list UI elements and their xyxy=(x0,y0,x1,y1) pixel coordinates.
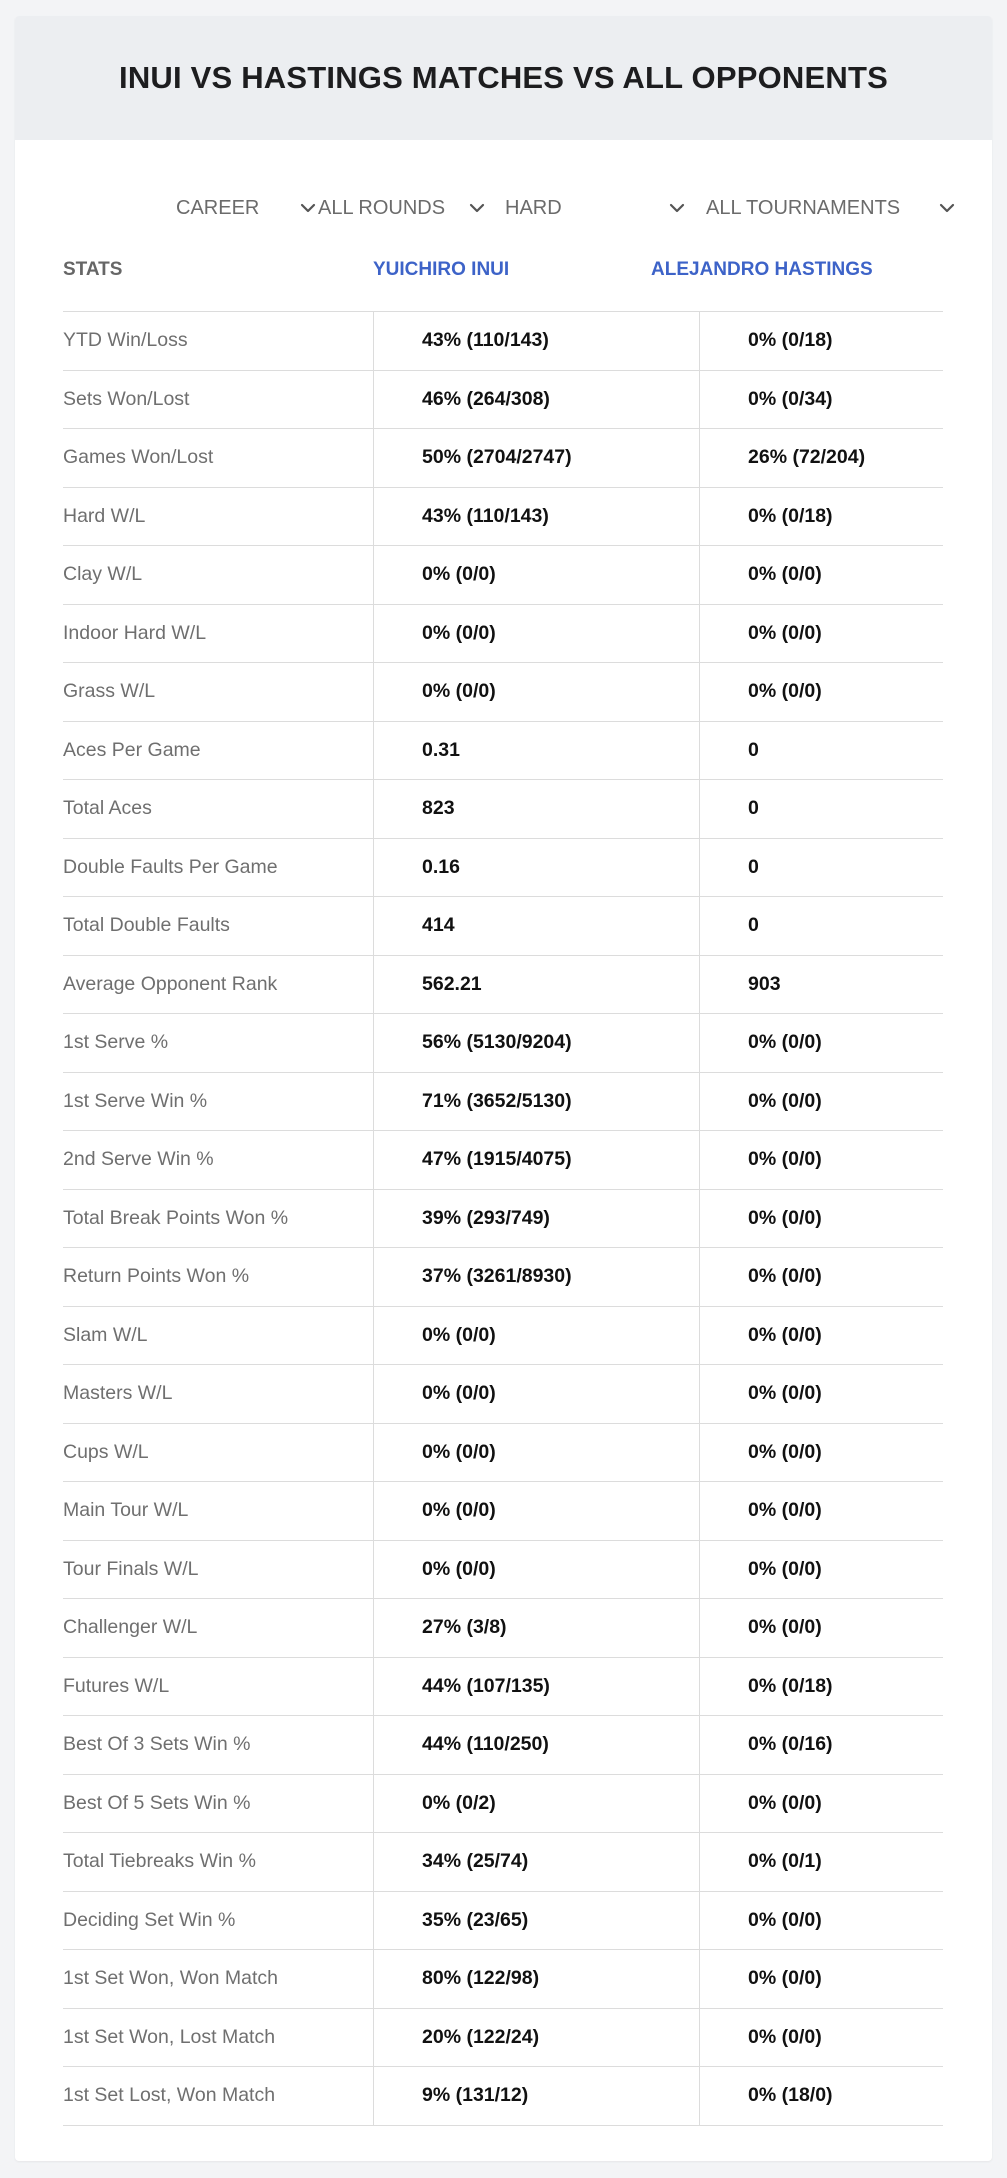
column-header-stats: STATS xyxy=(63,259,123,280)
player2-value: 0% (0/18) xyxy=(700,312,944,371)
player2-value: 0 xyxy=(700,838,944,897)
player2-value: 0 xyxy=(700,897,944,956)
table-row xyxy=(63,2008,943,2067)
player2-value: 0% (0/0) xyxy=(700,1189,944,1248)
stats-table-header xyxy=(63,250,943,290)
player1-value: 0.31 xyxy=(374,721,700,780)
player1-value: 0.16 xyxy=(374,838,700,897)
filter-surface-select[interactable] xyxy=(505,188,685,228)
player1-value: 47% (1915/4075) xyxy=(374,1131,700,1190)
player2-value: 0% (0/0) xyxy=(700,663,944,722)
player1-link[interactable]: YUICHIRO INUI xyxy=(373,259,510,280)
chevron-down-icon xyxy=(469,188,485,228)
player2-link[interactable]: ALEJANDRO HASTINGS xyxy=(651,259,873,280)
player2-value: 0% (0/18) xyxy=(700,1657,944,1716)
player1-value: 0% (0/0) xyxy=(374,1306,700,1365)
chevron-down-icon xyxy=(939,188,955,228)
player1-value: 44% (110/250) xyxy=(374,1716,700,1775)
player2-value: 26% (72/204) xyxy=(700,429,944,488)
stat-label: YTD Win/Loss xyxy=(63,312,374,371)
stat-label: Total Double Faults xyxy=(63,897,374,956)
player2-value: 0% (0/0) xyxy=(700,1599,944,1658)
stat-label: 1st Set Won, Lost Match xyxy=(63,2008,374,2067)
stat-label: Best Of 3 Sets Win % xyxy=(63,1716,374,1775)
player1-value: 20% (122/24) xyxy=(374,2008,700,2067)
stat-label: Clay W/L xyxy=(63,546,374,605)
table-row xyxy=(63,1248,943,1307)
table-row xyxy=(63,721,943,780)
table-row xyxy=(63,429,943,488)
filter-label: HARD xyxy=(505,196,562,219)
table-row xyxy=(63,1189,943,1248)
player1-value: 37% (3261/8930) xyxy=(374,1248,700,1307)
stat-label: 1st Serve Win % xyxy=(63,1072,374,1131)
player2-value: 0% (0/0) xyxy=(700,1365,944,1424)
player2-value: 0% (0/0) xyxy=(700,546,944,605)
table-row xyxy=(63,487,943,546)
stat-label: Deciding Set Win % xyxy=(63,1891,374,1950)
player2-value: 0% (0/0) xyxy=(700,1306,944,1365)
player1-value: 0% (0/0) xyxy=(374,1540,700,1599)
table-row xyxy=(63,1540,943,1599)
stat-label: 1st Set Lost, Won Match xyxy=(63,2067,374,2126)
player1-value: 0% (0/0) xyxy=(374,663,700,722)
stats-card xyxy=(15,16,992,2161)
table-row xyxy=(63,1599,943,1658)
player2-value: 0% (18/0) xyxy=(700,2067,944,2126)
player1-value: 414 xyxy=(374,897,700,956)
player2-value: 0% (0/0) xyxy=(700,1482,944,1541)
player2-value: 0% (0/0) xyxy=(700,1950,944,2009)
player1-value: 9% (131/12) xyxy=(374,2067,700,2126)
stat-label: Total Break Points Won % xyxy=(63,1189,374,1248)
player2-value: 0% (0/0) xyxy=(700,1131,944,1190)
player1-value: 71% (3652/5130) xyxy=(374,1072,700,1131)
player1-value: 823 xyxy=(374,780,700,839)
table-row xyxy=(63,780,943,839)
player2-value: 0% (0/18) xyxy=(700,487,944,546)
table-row xyxy=(63,1657,943,1716)
stat-label: Games Won/Lost xyxy=(63,429,374,488)
player1-value: 0% (0/0) xyxy=(374,1365,700,1424)
stat-label: Masters W/L xyxy=(63,1365,374,1424)
table-row xyxy=(63,1833,943,1892)
stat-label: Total Tiebreaks Win % xyxy=(63,1833,374,1892)
player1-value: 39% (293/749) xyxy=(374,1189,700,1248)
table-row xyxy=(63,663,943,722)
player1-value: 27% (3/8) xyxy=(374,1599,700,1658)
player2-value: 0 xyxy=(700,780,944,839)
player2-value: 903 xyxy=(700,955,944,1014)
player2-value: 0% (0/0) xyxy=(700,1891,944,1950)
player1-value: 44% (107/135) xyxy=(374,1657,700,1716)
table-row xyxy=(63,955,943,1014)
table-row xyxy=(63,1950,943,2009)
table-row xyxy=(63,604,943,663)
table-row xyxy=(63,838,943,897)
player1-value: 50% (2704/2747) xyxy=(374,429,700,488)
stat-label: Cups W/L xyxy=(63,1423,374,1482)
player1-value: 35% (23/65) xyxy=(374,1891,700,1950)
stat-label: Aces Per Game xyxy=(63,721,374,780)
table-row xyxy=(63,312,943,371)
table-row xyxy=(63,1482,943,1541)
stat-label: 1st Serve % xyxy=(63,1014,374,1073)
table-row xyxy=(63,1891,943,1950)
stat-label: Double Faults Per Game xyxy=(63,838,374,897)
player2-value: 0% (0/0) xyxy=(700,1540,944,1599)
stat-label: Return Points Won % xyxy=(63,1248,374,1307)
player1-value: 0% (0/2) xyxy=(374,1774,700,1833)
table-row xyxy=(63,1365,943,1424)
player1-value: 0% (0/0) xyxy=(374,546,700,605)
player1-value: 0% (0/0) xyxy=(374,1423,700,1482)
table-row xyxy=(63,897,943,956)
player1-value: 0% (0/0) xyxy=(374,604,700,663)
player1-value: 80% (122/98) xyxy=(374,1950,700,2009)
table-row xyxy=(63,546,943,605)
table-row xyxy=(63,1072,943,1131)
table-row xyxy=(63,370,943,429)
stat-label: Slam W/L xyxy=(63,1306,374,1365)
stat-label: Sets Won/Lost xyxy=(63,370,374,429)
player2-value: 0 xyxy=(700,721,944,780)
player2-value: 0% (0/0) xyxy=(700,1774,944,1833)
filter-label: ALL TOURNAMENTS xyxy=(706,196,901,219)
player2-value: 0% (0/0) xyxy=(700,1248,944,1307)
player2-value: 0% (0/34) xyxy=(700,370,944,429)
chevron-down-icon xyxy=(669,188,685,228)
filter-label: CAREER xyxy=(176,196,260,219)
table-row xyxy=(63,1716,943,1775)
stat-label: Best Of 5 Sets Win % xyxy=(63,1774,374,1833)
filter-tournaments-select[interactable] xyxy=(706,188,955,228)
stat-label: 1st Set Won, Won Match xyxy=(63,1950,374,2009)
player1-value: 0% (0/0) xyxy=(374,1482,700,1541)
stat-label: Main Tour W/L xyxy=(63,1482,374,1541)
filter-label: ALL ROUNDS xyxy=(318,196,446,219)
table-row xyxy=(63,1131,943,1190)
table-row xyxy=(63,1774,943,1833)
page-header xyxy=(15,16,992,140)
table-row xyxy=(63,1423,943,1482)
stat-label: Challenger W/L xyxy=(63,1599,374,1658)
stat-label: Grass W/L xyxy=(63,663,374,722)
player1-value: 56% (5130/9204) xyxy=(374,1014,700,1073)
stat-label: Futures W/L xyxy=(63,1657,374,1716)
table-row xyxy=(63,1014,943,1073)
player1-value: 562.21 xyxy=(374,955,700,1014)
stat-label: Average Opponent Rank xyxy=(63,955,374,1014)
filter-career-select[interactable] xyxy=(176,188,316,228)
stat-label: 2nd Serve Win % xyxy=(63,1131,374,1190)
player2-value: 0% (0/0) xyxy=(700,1423,944,1482)
chevron-down-icon xyxy=(300,188,316,228)
player2-value: 0% (0/16) xyxy=(700,1716,944,1775)
table-row xyxy=(63,2067,943,2126)
stat-label: Hard W/L xyxy=(63,487,374,546)
page-title: INUI VS HASTINGS MATCHES VS ALL OPPONENTS xyxy=(119,60,888,95)
player2-value: 0% (0/0) xyxy=(700,1072,944,1131)
player1-value: 34% (25/74) xyxy=(374,1833,700,1892)
player1-value: 46% (264/308) xyxy=(374,370,700,429)
player1-value: 43% (110/143) xyxy=(374,312,700,371)
player2-value: 0% (0/0) xyxy=(700,2008,944,2067)
player2-value: 0% (0/0) xyxy=(700,1014,944,1073)
filter-rounds-select[interactable] xyxy=(318,188,485,228)
stats-table xyxy=(63,311,943,2126)
player2-value: 0% (0/0) xyxy=(700,604,944,663)
table-row xyxy=(63,1306,943,1365)
stat-label: Tour Finals W/L xyxy=(63,1540,374,1599)
player2-value: 0% (0/1) xyxy=(700,1833,944,1892)
stat-label: Total Aces xyxy=(63,780,374,839)
player1-value: 43% (110/143) xyxy=(374,487,700,546)
stat-label: Indoor Hard W/L xyxy=(63,604,374,663)
filter-bar xyxy=(15,188,992,228)
